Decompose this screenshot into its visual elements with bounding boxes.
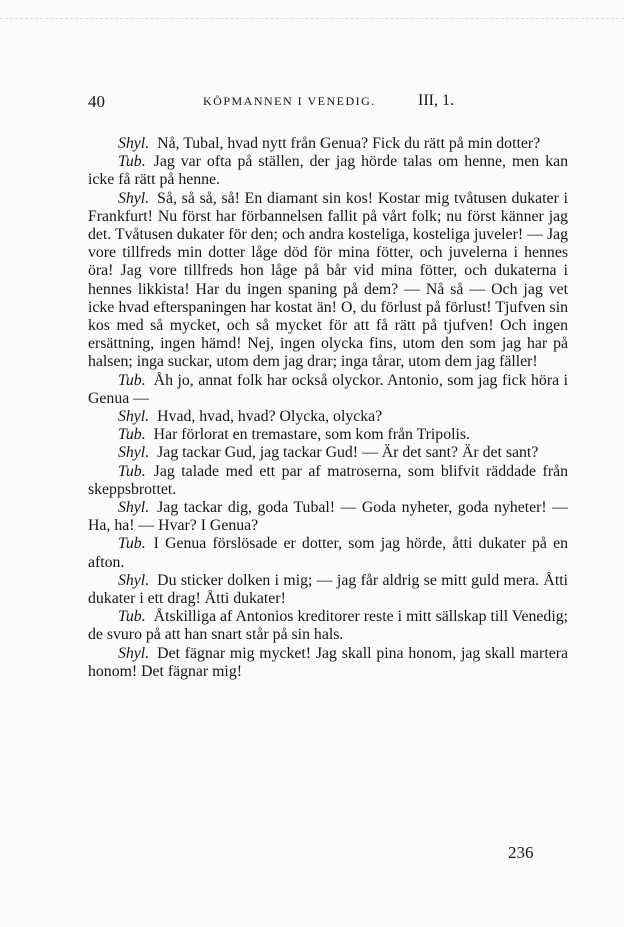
- speech-text: Jag var ofta på ställen, der jag hörde talas om henne, men kan icke få rätt på henne.: [88, 153, 568, 189]
- speech-paragraph: [88, 572, 568, 608]
- speech-text: Jag talade med ett par af matroserna, som blifvit räddade från skeppsbrottet.: [88, 462, 568, 498]
- speaker-name: Tub.: [118, 608, 146, 626]
- speaker-name: Tub.: [118, 426, 146, 444]
- speech-paragraph: [88, 499, 568, 535]
- speaker-name: Tub.: [118, 535, 146, 553]
- running-header: [88, 92, 548, 116]
- speech-text: Åh jo, annat folk har också olyckor. Antonio, som jag fick höra i Genua —: [88, 371, 568, 407]
- speech-paragraph: [88, 135, 568, 153]
- speech-text: Jag tackar dig, goda Tubal! — Goda nyheter, goda nyheter! — Ha, ha! — Hvar? I Genua?: [88, 499, 568, 535]
- speech-paragraph: [88, 535, 568, 571]
- speech-paragraph: [88, 153, 568, 189]
- speech-text: Hvad, hvad, hvad? Olycka, olycka?: [157, 408, 383, 426]
- speech-text: Nå, Tubal, hvad nytt från Genua? Fick du rätt på min dotter?: [157, 135, 541, 152]
- speech-paragraph: [88, 444, 568, 462]
- act-scene-label: III, 1.: [418, 92, 454, 109]
- speech-text: Du sticker dolken i mig; — jag får aldrig se mitt guld mera. Åtti dukater i ett drag! Åtti dukater!: [88, 571, 568, 608]
- speaker-name: Shyl.: [118, 644, 150, 662]
- signature-mark: 236: [508, 843, 534, 862]
- scan-edge-noise: [0, 18, 624, 21]
- speaker-name: Shyl.: [118, 444, 150, 462]
- page-number: 40: [88, 92, 105, 111]
- speaker-name: Shyl.: [118, 571, 150, 589]
- speech-text: I Genua förslösade er dotter, som jag hörde, åtti dukater på en afton.: [88, 535, 568, 571]
- speech-paragraph: [88, 463, 568, 499]
- speech-paragraph: [88, 190, 568, 372]
- running-title: KÖPMANNEN I VENEDIG.: [203, 94, 376, 108]
- speech-paragraph: [88, 645, 568, 681]
- speaker-name: Shyl.: [118, 135, 150, 152]
- speech-text: Åtskilliga af Antonios kreditorer reste i mitt sällskap till Venedig; de svuro på att han snart står på sin hals.: [88, 608, 568, 644]
- speech-text: Har förlorat en tremastare, som kom från Tripolis.: [153, 426, 470, 444]
- speaker-name: Shyl.: [118, 189, 150, 207]
- speech-paragraph: [88, 608, 568, 644]
- speech-text: Det fägnar mig mycket! Jag skall pina honom, jag skall martera honom! Det fägnar mig!: [88, 644, 568, 680]
- speech-paragraph: [88, 372, 568, 408]
- dialogue-body: [88, 135, 568, 681]
- speaker-name: Tub.: [118, 153, 146, 171]
- speech-text: Så, så så, så! En diamant sin kos! Kostar mig tvåtusen dukater i Frankfurt! Nu först har förbannelsen fallit på vårt folk; nu först känner jag det. Tvåtusen dukater för den; och andra kosteliga, kosteliga juveler! — Jag vore tillfreds min dotter låge död för mina fötter, och juvelerna i hennes öra! Jag vore tillfreds hon låge på bår vid mina fötter, och dukaterna i hennes likkista! Har du ingen spaning på dem? — Nå så — Och jag vet icke hvad efterspaningen har kostat än! O, du förlust på förlust! Tjufven sin kos med så mycket, och så mycket för att få rätt på tjufven! Och ingen ersättning, ingen hämd! Nej, ingen olycka fins, utom den som jag har på halsen; inga suckar, utom dem jag drar; inga tårar, utom dem jag fäller!: [88, 189, 568, 371]
- speech-paragraph: [88, 426, 568, 444]
- speech-text: Jag tackar Gud, jag tackar Gud! — Är det sant? Är det sant?: [157, 444, 539, 462]
- speech-paragraph: [88, 408, 568, 426]
- speaker-name: Shyl.: [118, 408, 150, 426]
- speaker-name: Shyl.: [118, 499, 150, 517]
- speaker-name: Tub.: [118, 462, 146, 480]
- speaker-name: Tub.: [118, 371, 146, 389]
